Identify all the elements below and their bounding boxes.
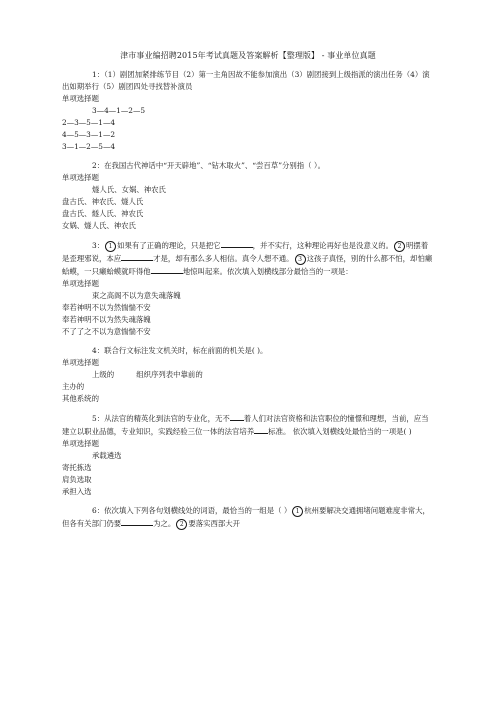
option-c: 肩负选取	[62, 475, 92, 484]
option-a: 燧人氏、女娲、神农氏	[92, 185, 166, 194]
question-stem: 4：联合行文标注发文机关时，标在前面的机关是( )。	[92, 346, 268, 355]
stem-text: ，并不实行，这种理论再好也是没意义的。	[252, 241, 394, 250]
stem-text: 着人们对法官资格和法官职位的憧憬和理想，当前，应当建立以职业品德，专业知识，实践经验三位一体的法官培养	[62, 414, 429, 436]
option-c: 盘古氏、燧人氏、神农氏	[62, 209, 144, 218]
blank-line	[221, 239, 253, 248]
circled-number-2: 2	[394, 241, 405, 252]
stem-text: 明摆着是歪理邪说，本应	[62, 241, 429, 263]
stem-text: 6：依次填入下列各句划横线处的词语，最恰当的一组是（ ）	[92, 506, 292, 515]
option-a: 束之高阁不以为意失魂落魄	[92, 291, 181, 300]
question-number: 3：	[92, 241, 105, 250]
option-b: 寄托拣选	[62, 463, 92, 472]
blank-line	[254, 425, 268, 434]
stem-text: 标准。 依次填入划横线处最恰当的一项是( )	[268, 427, 412, 436]
option-d: 不了了之不以为意惴惴不安	[62, 327, 151, 336]
option-d: 承担入选	[62, 487, 92, 496]
question-type: 单项选择题	[62, 358, 99, 367]
circled-number-1: 1	[105, 241, 116, 252]
option-b: 组织序列表中靠前的	[136, 370, 203, 379]
stem-text: 才是，却有那么多人相信。真令人想不通。	[153, 254, 294, 263]
stem-text: 这孩子真怪，别的什么都不怕，却怕癞蛤蟆，一只癞蛤蟆就吓得他	[62, 254, 433, 276]
blank-line	[151, 265, 183, 274]
question-stem: 1：（1）剧团加紧排练节目（2）第一主角因故不能参加演出（3）剧团接到上级指派的演出任务（4）演出如期举行（5）剧团四处寻找替补演员	[62, 70, 430, 91]
stem-text: 要落实西部大开	[188, 519, 241, 528]
option-row	[62, 369, 434, 381]
question-4	[62, 345, 434, 405]
stem-text: 为之。	[153, 519, 176, 528]
stem-text: 如果有了正确的理论，只是把它	[117, 241, 221, 250]
option-b: 盘古氏、神农氏、燧人氏	[62, 197, 144, 206]
document-title: 津市事业编招聘2015年考试真题及答案解析【整理版】 - 事业单位真题	[120, 51, 376, 60]
question-type: 单项选择题	[62, 94, 99, 103]
option-d: 其他系统的	[62, 394, 99, 403]
blank-line	[121, 517, 153, 526]
circled-number-2: 2	[176, 519, 187, 530]
question-6	[62, 505, 434, 530]
circled-number-3: 3	[295, 254, 306, 265]
stem-text: 杭州要解决交通拥堵问题难度非常大，但各有关部门仍要	[62, 506, 430, 528]
option-a: 3—4—1—2—5	[92, 106, 146, 115]
question-3	[62, 239, 434, 338]
question-stem: 2：在我国古代神话中“开天辟地”、“钻木取火”、“尝百草”分别指（ ）。	[92, 161, 325, 170]
option-d: 女娲、燧人氏、神农氏	[62, 221, 136, 230]
option-c: 4—5—3—1—2	[62, 130, 116, 139]
option-c: 主办的	[62, 382, 85, 391]
question-stem	[62, 505, 434, 530]
question-1	[62, 69, 434, 153]
circled-number-1: 1	[292, 506, 303, 517]
stem-text: 地惊叫起来。依次填入划横线部分最恰当的一项是：	[182, 267, 353, 276]
blank-line	[121, 252, 153, 261]
question-stem	[62, 239, 434, 278]
option-b: 奉若神明不以为然惴惴不安	[62, 303, 151, 312]
option-a: 上级的	[92, 370, 115, 379]
option-c: 奉若神明不以为然失魂落魄	[62, 315, 151, 324]
question-type: 单项选择题	[62, 173, 99, 182]
stem-text: 5：从法官的精英化到法官的专业化，无不	[92, 414, 230, 423]
question-2	[62, 160, 434, 232]
question-stem	[62, 412, 434, 438]
option-b: 2—3—5—1—4	[62, 118, 116, 127]
blank-line	[230, 412, 244, 421]
question-5	[62, 412, 434, 498]
question-type: 单项选择题	[62, 439, 99, 448]
option-d: 3—1—2—5—4	[62, 142, 116, 151]
option-a: 承载遴选	[92, 451, 122, 460]
question-type: 单项选择题	[62, 279, 99, 288]
